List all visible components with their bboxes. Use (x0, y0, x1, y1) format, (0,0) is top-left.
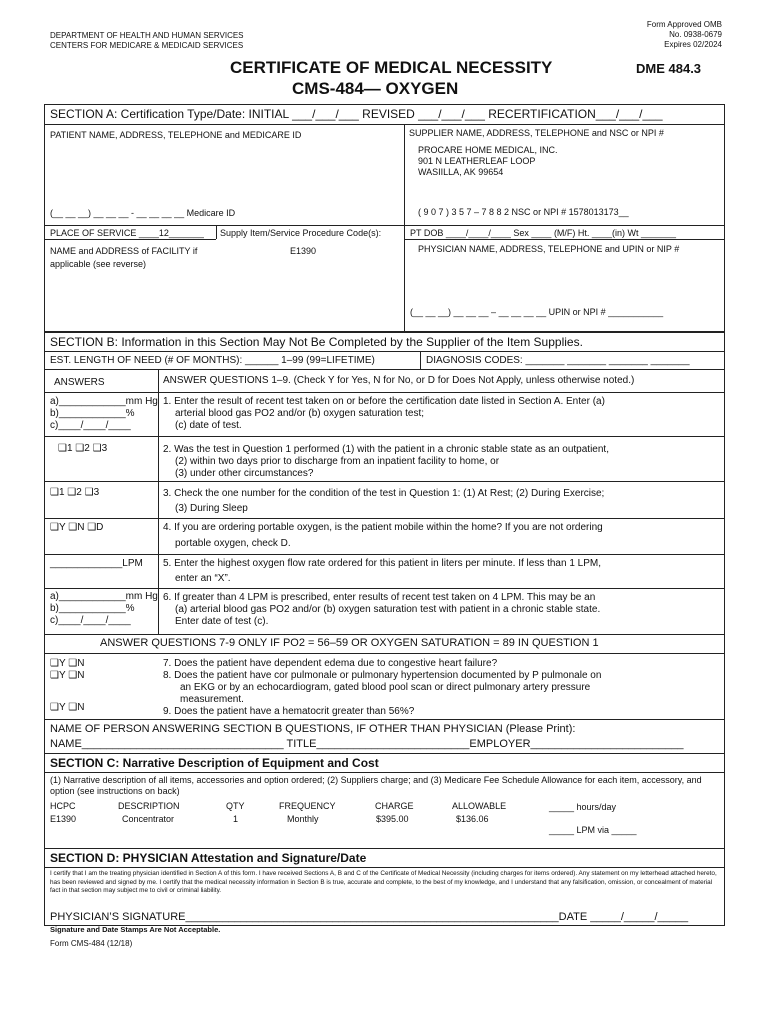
supplier-phone: ( 9 0 7 ) 3 5 7 – 7 8 8 2 NSC or NPI # 1578013173__ (418, 207, 629, 217)
q9-checkboxes[interactable]: ❑Y ❑N (50, 702, 85, 713)
length-of-need[interactable]: EST. LENGTH OF NEED (# OF MONTHS): ______ 1–99 (99=LIFETIME) (50, 355, 375, 366)
physician-signature-line[interactable]: PHYSICIAN’S SIGNATURE_____________________________________________________________DATE _____/_____/_____ (50, 911, 689, 923)
q7-checkboxes[interactable]: ❑Y ❑N (50, 658, 85, 669)
omb-line-2: No. 0938-0679 (669, 30, 722, 39)
q5-text-1: 5. Enter the highest oxygen flow rate ordered for this patient in liters per minute. If less than 1 LPM, (163, 558, 602, 569)
q1-answer-b[interactable]: b)____________% (50, 408, 135, 419)
supply-item-label: Supply Item/Service Procedure Code(s): (220, 228, 382, 238)
q2-text-2: (2) within two days prior to discharge from an inpatient facility to home, or (175, 456, 500, 467)
q4-checkboxes[interactable]: ❑Y ❑N ❑D (50, 522, 104, 533)
q7-text: 7. Does the patient have dependent edema due to congestive heart failure? (163, 658, 498, 669)
col-description: DESCRIPTION (118, 801, 180, 811)
section-b-heading: SECTION B: Information in this Section May Not Be Completed by the Supplier of the Item Supplies. (50, 335, 583, 349)
diagnosis-codes[interactable]: DIAGNOSIS CODES: _______ _______ _______ _______ (426, 355, 690, 366)
q8-text-2: an EKG or by an echocardiogram, gated blood pool scan or direct pulmonary artery pressure (180, 682, 591, 693)
q8-text-1: 8. Does the patient have cor pulmonale or pulmonary hypertension documented by P pulmonale on (163, 670, 602, 681)
physician-phone-field[interactable]: (__ __ __) __ __ __ – __ __ __ __ UPIN or NPI # ___________ (410, 307, 664, 317)
q5-lpm-field[interactable]: _____________LPM (50, 558, 143, 569)
patient-label: PATIENT NAME, ADDRESS, TELEPHONE and MEDICARE ID (50, 130, 302, 140)
q1-text-3: (c) date of test. (175, 420, 242, 431)
row-description: Concentrator (122, 814, 175, 824)
q3-text-1: 3. Check the one number for the condition of the test in Question 1: (1) At Rest; (2) During Exercise; (163, 488, 605, 499)
q7-9-heading: ANSWER QUESTIONS 7-9 ONLY IF PO2 = 56–59 OR OXYGEN SATURATION = 89 IN QUESTION 1 (100, 637, 599, 649)
physician-label: PHYSICIAN NAME, ADDRESS, TELEPHONE and UPIN or NIP # (418, 244, 680, 254)
form-code: DME 484.3 (636, 61, 702, 76)
q3-checkboxes[interactable]: ❑1 ❑2 ❑3 (50, 487, 100, 498)
q2-text-1: 2. Was the test in Question 1 performed (1) with the patient in a chronic stable state as an outpatient, (163, 444, 609, 455)
hours-per-day-field[interactable]: _____ hours/day (549, 802, 617, 812)
q3-text-2: (3) During Sleep (175, 503, 248, 514)
q4-text-1: 4. If you are ordering portable oxygen, is the patient mobile within the home? If you are not ordering (163, 522, 603, 533)
col-qty: QTY (226, 801, 245, 811)
section-a-heading: SECTION A: Certification Type/Date: INITIAL ___/___/___ REVISED ___/___/___ RECERTIFICATION___/___/___ (50, 107, 663, 121)
answers-label: ANSWERS (54, 377, 105, 388)
q6-text-2: (a) arterial blood gas PO2 and/or (b) oxygen saturation test with patient in a chronic stable state. (175, 604, 601, 615)
row-qty: 1 (233, 814, 239, 824)
q1-text-2: arterial blood gas PO2 and/or (b) oxygen saturation test; (175, 408, 425, 419)
q2-text-3: (3) under other circumstances? (175, 468, 314, 479)
q4-text-2: portable oxygen, check D. (175, 538, 291, 549)
col-allowable: ALLOWABLE (452, 801, 507, 811)
supplier-address-1: 901 N LEATHERLEAF LOOP (418, 156, 536, 166)
lpm-via-field[interactable]: _____ LPM via _____ (549, 825, 637, 835)
q6-answer-a[interactable]: a)____________mm Hg (50, 591, 158, 602)
section-d-heading: SECTION D: PHYSICIAN Attestation and Signature/Date (50, 851, 367, 865)
q1-text-1: 1. Enter the result of recent test taken on or before the certification date listed in Section A. Enter (a) (163, 396, 605, 407)
supplier-label: SUPPLIER NAME, ADDRESS, TELEPHONE and NSC or NPI # (409, 128, 664, 138)
stamps-notice: Signature and Date Stamps Are Not Acceptable. (50, 925, 221, 934)
col-frequency: FREQUENCY (279, 801, 336, 811)
section-c-narrative: (1) Narrative description of all items, accessories and option ordered; (2) Suppliers charge; and (3) Medicare Fee Schedule Allowance for each item, accessory, and option (see instructions on back) (50, 775, 702, 796)
q1-answer-c[interactable]: c)____/____/____ (50, 420, 131, 431)
facility-label: NAME and ADDRESS of FACILITY if applicable (see reverse) (50, 246, 198, 269)
col-hcpc: HCPC (50, 801, 76, 811)
patient-dob-row[interactable]: PT DOB ____/____/____ Sex ____ (M/F) Ht. ____(in) Wt _______ (410, 228, 676, 238)
form-title: CERTIFICATE OF MEDICAL NECESSITY (230, 58, 553, 77)
col-charge: CHARGE (375, 801, 414, 811)
section-c-heading: SECTION C: Narrative Description of Equipment and Cost (50, 756, 379, 770)
name-title-employer-line[interactable]: NAME_________________________________ TITLE_________________________EMPLOYER_________________________ (50, 738, 684, 750)
omb-line-1: Form Approved OMB (646, 20, 722, 29)
row-hcpc: E1390 (50, 814, 77, 824)
supply-code: E1390 (290, 246, 317, 256)
q6-answer-c[interactable]: c)____/____/____ (50, 615, 131, 626)
form-subtitle: CMS-484— OXYGEN (292, 79, 459, 98)
supplier-name: PROCARE HOME MEDICAL, INC. (418, 145, 558, 155)
row-allowable: $136.06 (456, 814, 489, 824)
dept-line-2: CENTERS FOR MEDICARE & MEDICAID SERVICES (50, 41, 244, 50)
q6-text-1: 6. If greater than 4 LPM is prescribed, enter results of recent test taken on 4 LPM. This may be an (163, 592, 596, 603)
form-id: Form CMS-484 (12/18) (50, 939, 133, 948)
row-frequency: Monthly (287, 814, 319, 824)
q9-text: 9. Does the patient have a hematocrit greater than 56%? (163, 706, 415, 717)
row-charge: $395.00 (376, 814, 409, 824)
attestation-text: I certify that I am the treating physician identified in Section A of this form. I have received Sections A, B and C of the Certificate of Medical Necessity (including charges for items ordered). Any statement on my letterhead attached hereto, has been reviewed and signed by me. I certify that the medical necessity information in Section B is true, accurate and complete, to the best of my knowledge, and I understand that any falsification, omission, or concealment of material fact in that section may subject me to civil or criminal liability. (50, 870, 717, 894)
q8-checkboxes[interactable]: ❑Y ❑N (50, 670, 85, 681)
q6-answer-b[interactable]: b)____________% (50, 603, 135, 614)
answering-person-label: NAME OF PERSON ANSWERING SECTION B QUESTIONS, IF OTHER THAN PHYSICIAN (Please Print): (50, 723, 576, 735)
q8-text-3: measurement. (180, 694, 244, 705)
q5-text-2: enter an “X”. (175, 573, 231, 584)
answer-instructions: ANSWER QUESTIONS 1–9. (Check Y for Yes, N for No, or D for Does Not Apply, unless otherwise noted.) (163, 375, 635, 386)
patient-phone-field[interactable]: (__ __ __) __ __ __ - __ __ __ __ Medicare ID (50, 208, 236, 218)
q6-text-3: Enter date of test (c). (175, 616, 269, 627)
omb-line-3: Expires 02/2024 (664, 40, 722, 49)
supplier-address-2: WASIILLA, AK 99654 (418, 167, 504, 177)
dept-line-1: DEPARTMENT OF HEALTH AND HUMAN SERVICES (50, 31, 244, 40)
place-of-service[interactable]: PLACE OF SERVICE ____12_______ (50, 228, 204, 238)
q1-answer-a[interactable]: a)____________mm Hg (50, 396, 158, 407)
q2-checkboxes[interactable]: ❑1 ❑2 ❑3 (58, 443, 108, 454)
